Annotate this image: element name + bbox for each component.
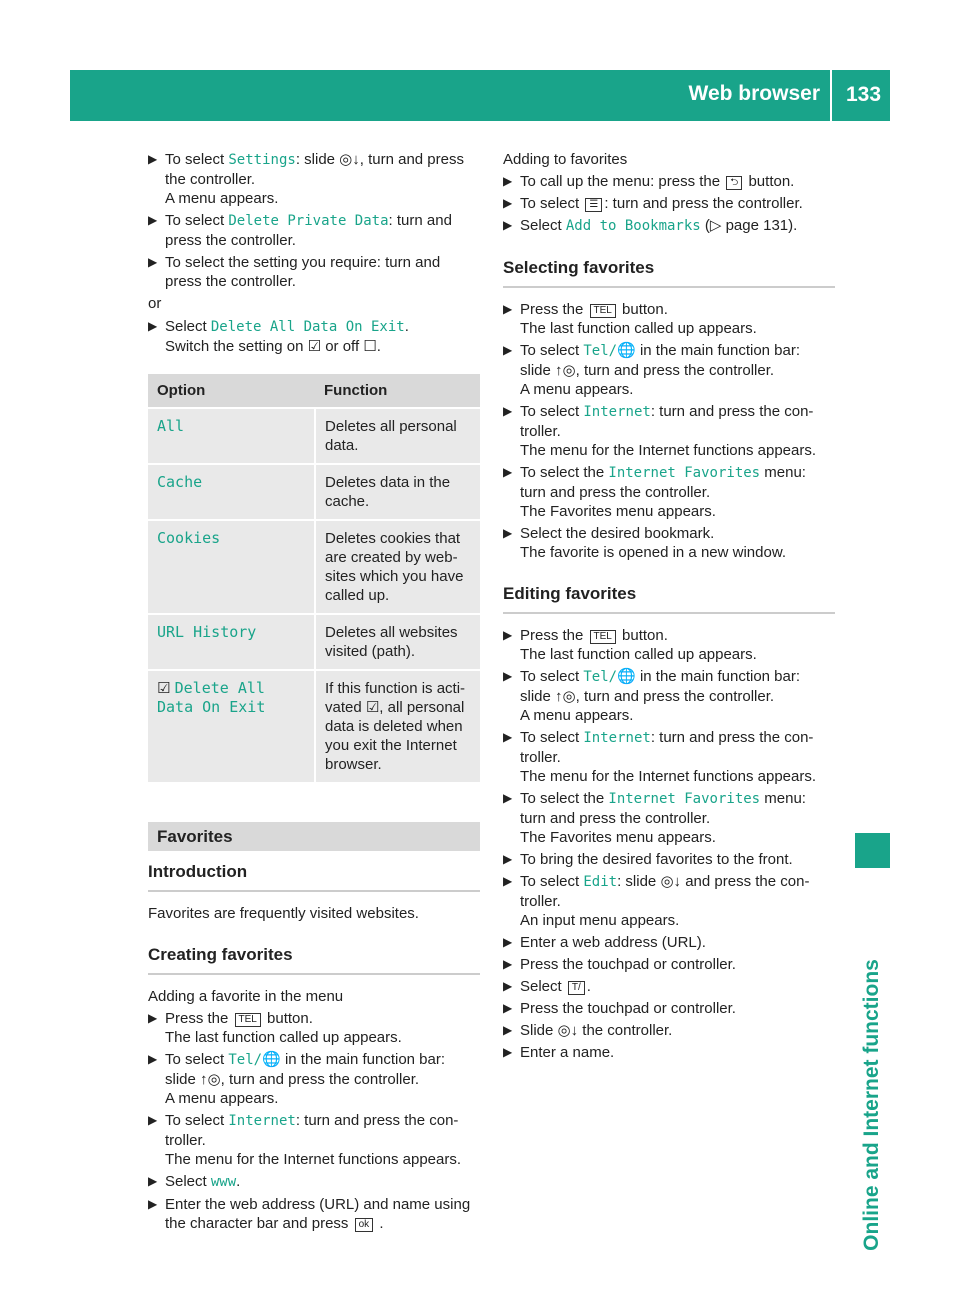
step-item [503, 933, 835, 952]
step-item [503, 626, 835, 664]
header-title: Web browser [688, 82, 820, 105]
function-cell: Deletes all personal data. [315, 408, 480, 464]
step-note: The last function called up appears. [520, 646, 757, 663]
step-arrow-icon: ▶ [148, 1197, 158, 1211]
step-item [148, 1195, 480, 1233]
step-text: : turn and press the controller. [165, 212, 452, 249]
step-item [503, 402, 835, 460]
option-name: Cache [157, 473, 203, 491]
table-row [148, 614, 480, 670]
step-item [503, 524, 835, 562]
step-text: . [404, 318, 409, 335]
left-column [148, 150, 480, 1236]
table-header-option: Option [148, 374, 315, 408]
step-arrow-icon: ▶ [503, 196, 513, 210]
step-arrow-icon: ▶ [503, 1023, 513, 1037]
step-text: button. [617, 301, 668, 318]
step-arrow-icon: ▶ [148, 1011, 158, 1025]
step-note: A menu appears. [165, 1090, 279, 1107]
step-text: Press the [165, 1010, 233, 1027]
step-arrow-icon: ▶ [148, 213, 158, 227]
step-text: To bring the desired favorites to the front. [520, 851, 793, 868]
step-item [503, 341, 835, 399]
step-arrow-icon: ▶ [503, 302, 513, 316]
function-cell: Deletes data in the cache. [315, 464, 480, 520]
step-text: Enter a name. [520, 1044, 615, 1061]
step-item [503, 463, 835, 521]
option-cell [148, 408, 315, 464]
key-icon: ok [355, 1218, 374, 1232]
chapter-label: Online and Internet functions [860, 959, 883, 1251]
step-text: : slide ◎↓, turn and press the controller. [165, 151, 464, 188]
step-text: Enter the web address (URL) and name using the character bar and press [165, 1196, 471, 1232]
step-item [148, 1009, 480, 1047]
option-cell [148, 670, 315, 782]
step-text: menu: turn and press the controller. [520, 464, 806, 501]
step-item [503, 216, 835, 236]
key-icon: T/ [568, 981, 585, 995]
menu-tag: Add to Bookmarks [565, 218, 701, 234]
step-text: To select [520, 342, 584, 359]
step-arrow-icon: ▶ [148, 255, 158, 269]
step-text: To select [165, 151, 229, 168]
option-cell [148, 520, 315, 614]
step-note: The menu for the Internet functions appears. [520, 442, 817, 459]
intro-text: Favorites are frequently visited websites. [148, 905, 419, 922]
step-arrow-icon: ▶ [503, 791, 513, 805]
key-icon: TEL [590, 304, 616, 318]
menu-tag: Internet [583, 730, 651, 746]
step-text: : turn and press the con-troller. [520, 403, 814, 440]
step-arrow-icon: ▶ [148, 1174, 158, 1188]
heading-introduction: Introduction [148, 861, 480, 892]
menu-tag: Internet Favorites [608, 465, 761, 481]
step-arrow-icon: ▶ [503, 174, 513, 188]
header-divider [830, 70, 832, 121]
step-item [503, 955, 835, 974]
step-text: Enter a web address (URL). [520, 934, 706, 951]
chapter-tab [855, 833, 890, 868]
step-text: To select [165, 1051, 229, 1068]
step-text: button. [262, 1010, 313, 1027]
step-note: The menu for the Internet functions appears. [520, 768, 817, 785]
step-text: To call up the menu: press the [520, 173, 725, 190]
or-text: or [148, 295, 162, 312]
step-item [503, 300, 835, 338]
step-arrow-icon: ▶ [503, 979, 513, 993]
step-arrow-icon: ▶ [148, 319, 158, 333]
step-item [148, 150, 480, 208]
menu-tag: Internet Favorites [608, 791, 761, 807]
step-arrow-icon: ▶ [503, 874, 513, 888]
key-icon: TEL [235, 1013, 261, 1027]
step-arrow-icon: ▶ [503, 526, 513, 540]
step-arrow-icon: ▶ [148, 1052, 158, 1066]
step-item [148, 317, 480, 356]
step-text: Select [165, 1173, 211, 1190]
step-text: Select [520, 978, 566, 995]
step-text: : turn and press the con-troller. [520, 729, 814, 766]
step-note: An input menu appears. [520, 912, 680, 929]
function-cell: Deletes cookies that are created by web-sites which you have called up. [315, 520, 480, 614]
step-text: . [586, 978, 591, 995]
step-note: A menu appears. [520, 381, 634, 398]
step-arrow-icon: ▶ [503, 730, 513, 744]
step-item [503, 872, 835, 930]
step-text: Press the touchpad or controller. [520, 1000, 736, 1017]
step-text: 🌐 in the main function bar: slide ↑◎, turn and press the controller. [520, 668, 801, 705]
menu-tag: Tel/ [583, 343, 618, 359]
step-arrow-icon: ▶ [503, 1001, 513, 1015]
step-text: Press the touchpad or controller. [520, 956, 736, 973]
step-arrow-icon: ▶ [503, 935, 513, 949]
step-note: The last function called up appears. [165, 1029, 402, 1046]
header-bar [70, 70, 890, 121]
step-text: To select the [520, 464, 609, 481]
step-item [503, 1043, 835, 1062]
step-note: The Favorites menu appears. [520, 503, 716, 520]
step-text: button. [744, 173, 795, 190]
right-column [503, 150, 835, 1065]
creating-lead: Adding a favorite in the menu [148, 988, 344, 1005]
menu-tag: Edit [583, 874, 618, 890]
step-text: To select [520, 873, 584, 890]
heading-editing-favorites: Editing favorites [503, 583, 835, 614]
menu-tag: Internet [228, 1113, 296, 1129]
option-name: Delete All Data On Exit [157, 679, 266, 716]
step-text: : turn and press the con-troller. [165, 1112, 459, 1149]
option-cell [148, 464, 315, 520]
heading-creating-favorites: Creating favorites [148, 944, 480, 975]
step-note: The menu for the Internet functions appears. [165, 1151, 462, 1168]
menu-tag: Settings [228, 152, 296, 168]
step-text: To select [165, 1112, 229, 1129]
checkbox-icon: ☑ [157, 680, 175, 697]
section-bar-favorites: Favorites [148, 822, 480, 851]
function-cell: Deletes all websites visited (path). [315, 614, 480, 670]
step-item [503, 1021, 835, 1040]
step-text: . [375, 1215, 384, 1232]
step-arrow-icon: ▶ [148, 1113, 158, 1127]
key-icon: ⮌ [726, 176, 742, 190]
menu-tag: Internet [583, 404, 651, 420]
step-text: menu: turn and press the controller. [520, 790, 806, 827]
table-row [148, 520, 480, 614]
step-arrow-icon: ▶ [503, 852, 513, 866]
step-arrow-icon: ▶ [503, 465, 513, 479]
menu-tag: www [210, 1174, 237, 1190]
option-cell [148, 614, 315, 670]
step-text: : slide ◎↓ and press the con-troller. [520, 873, 810, 910]
option-name: All [157, 417, 185, 435]
step-text: To select [520, 195, 584, 212]
step-item [503, 789, 835, 847]
step-item [503, 667, 835, 725]
step-arrow-icon: ▶ [503, 628, 513, 642]
step-item [148, 253, 480, 291]
step-item [148, 1111, 480, 1169]
step-arrow-icon: ▶ [503, 404, 513, 418]
step-text: : turn and press the controller. [604, 195, 803, 212]
step-note: The favorite is opened in a new window. [520, 544, 786, 561]
option-name: URL History [157, 623, 257, 641]
function-cell: If this function is acti-vated ☑, all personal data is deleted when you exit the Internet browser. [315, 670, 480, 782]
step-text: 🌐 in the main function bar: slide ↑◎, turn and press the controller. [520, 342, 801, 379]
table-row [148, 670, 480, 782]
step-text: Select the desired bookmark. [520, 525, 715, 542]
step-text: Press the [520, 301, 588, 318]
step-arrow-icon: ▶ [503, 343, 513, 357]
step-note: Switch the setting on ☑ or off ☐. [165, 338, 381, 355]
step-item [148, 1050, 480, 1108]
step-note: A menu appears. [520, 707, 634, 724]
step-text: button. [617, 627, 668, 644]
table-header-function: Function [315, 374, 480, 408]
option-name: Cookies [157, 529, 221, 547]
step-text: To select [520, 668, 584, 685]
step-text: Press the [520, 627, 588, 644]
step-arrow-icon: ▶ [503, 1045, 513, 1059]
table-row [148, 408, 480, 464]
step-text: Select [520, 217, 566, 234]
menu-tag: Tel/ [583, 669, 618, 685]
step-text: To select [520, 729, 584, 746]
key-icon: TEL [590, 630, 616, 644]
step-arrow-icon: ▶ [503, 957, 513, 971]
step-text: To select [520, 403, 584, 420]
key-icon: ☰ [585, 198, 602, 212]
options-table [148, 374, 480, 782]
step-item [503, 850, 835, 869]
step-arrow-icon: ▶ [503, 669, 513, 683]
step-text: . [236, 1173, 241, 1190]
step-item [503, 194, 835, 213]
step-item [503, 728, 835, 786]
adding-lead: Adding to favorites [503, 151, 628, 168]
step-text: To select the [520, 790, 609, 807]
step-item [148, 211, 480, 250]
step-text: 🌐 in the main function bar: slide ↑◎, turn and press the controller. [165, 1051, 446, 1088]
menu-tag: Delete All Data On Exit [210, 319, 405, 335]
step-note: A menu appears. [165, 190, 279, 207]
heading-selecting-favorites: Selecting favorites [503, 257, 835, 288]
menu-tag: Tel/ [228, 1052, 263, 1068]
menu-tag: Delete Private Data [228, 213, 389, 229]
step-text: Slide ◎↓ the controller. [520, 1022, 673, 1039]
step-note: The Favorites menu appears. [520, 829, 716, 846]
step-arrow-icon: ▶ [148, 152, 158, 166]
step-text: (▷ page 131). [700, 217, 798, 234]
step-text: To select the setting you require: turn and press the controller. [165, 254, 441, 290]
step-item [148, 1172, 480, 1192]
table-row [148, 464, 480, 520]
step-item [503, 977, 835, 996]
step-text: Select [165, 318, 211, 335]
step-arrow-icon: ▶ [503, 218, 513, 232]
step-item [503, 172, 835, 191]
page-number: 133 [846, 83, 882, 106]
step-item [503, 999, 835, 1018]
step-text: To select [165, 212, 229, 229]
step-note: The last function called up appears. [520, 320, 757, 337]
